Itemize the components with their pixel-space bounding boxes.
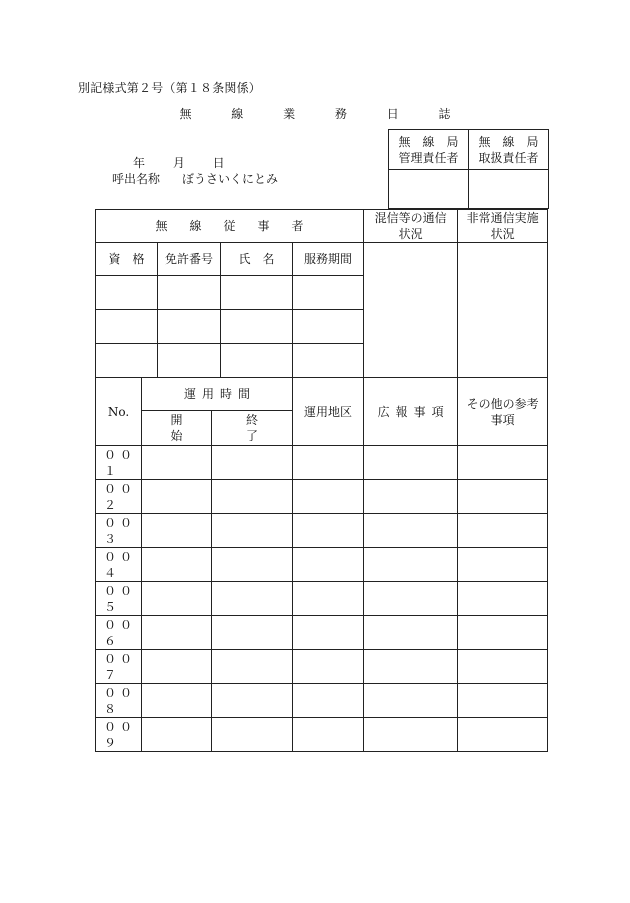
station-manager-sign-cell[interactable]	[389, 170, 469, 209]
operators-section-title: 無線従事者	[96, 210, 364, 243]
emergency-status-line1: 非常通信実施	[466, 211, 539, 225]
log-row	[96, 684, 548, 718]
log-other-cell[interactable]	[458, 718, 548, 752]
log-broadcast-cell[interactable]	[364, 446, 458, 480]
operator-license-cell[interactable]	[158, 276, 221, 310]
log-row-number: ００３	[96, 514, 142, 548]
interference-status-cell[interactable]	[364, 243, 458, 378]
col-operating-time: 運用時間	[142, 378, 293, 411]
log-row-number: ００４	[96, 548, 142, 582]
operator-license-cell[interactable]	[158, 344, 221, 378]
log-area-cell[interactable]	[293, 480, 364, 514]
log-other-cell[interactable]	[458, 650, 548, 684]
log-end-cell[interactable]	[212, 548, 293, 582]
operator-service-cell[interactable]	[293, 310, 364, 344]
log-end-cell[interactable]	[212, 718, 293, 752]
log-start-cell[interactable]	[142, 650, 212, 684]
log-start-cell[interactable]	[142, 718, 212, 752]
log-row-number: ００１	[96, 446, 142, 480]
log-row	[96, 582, 548, 616]
log-other-cell[interactable]	[458, 582, 548, 616]
handler-line2: 取扱責任者	[478, 150, 539, 165]
log-row	[96, 480, 548, 514]
operator-name-cell[interactable]	[221, 344, 293, 378]
manager-table	[388, 129, 549, 209]
log-row	[96, 514, 548, 548]
log-area-cell[interactable]	[293, 616, 364, 650]
log-area-cell[interactable]	[293, 446, 364, 480]
log-end-cell[interactable]	[212, 582, 293, 616]
callsign-label: 呼出名称	[112, 172, 161, 186]
col-start: 開始	[142, 411, 212, 446]
handler-sign-cell[interactable]	[469, 170, 549, 209]
callsign-value: ぼうさいくにとみ	[182, 172, 279, 186]
log-row	[96, 616, 548, 650]
log-area-cell[interactable]	[293, 548, 364, 582]
log-broadcast-cell[interactable]	[364, 650, 458, 684]
log-start-cell[interactable]	[142, 548, 212, 582]
log-table	[95, 209, 548, 752]
handler-line1: 無 線 局	[478, 134, 539, 149]
col-other-reference-line1: その他の参考	[466, 396, 539, 411]
station-manager-line1: 無 線 局	[398, 134, 459, 149]
log-end-cell[interactable]	[212, 446, 293, 480]
log-start-cell[interactable]	[142, 582, 212, 616]
log-area-cell[interactable]	[293, 718, 364, 752]
log-row	[96, 650, 548, 684]
log-row-number: ００５	[96, 582, 142, 616]
col-other-reference	[458, 378, 548, 446]
log-end-cell[interactable]	[212, 514, 293, 548]
log-row	[96, 718, 548, 752]
log-other-cell[interactable]	[458, 480, 548, 514]
log-broadcast-cell[interactable]	[364, 480, 458, 514]
col-no: No.	[96, 378, 142, 446]
log-other-cell[interactable]	[458, 684, 548, 718]
col-other-reference-line2: 事項	[490, 412, 515, 427]
log-start-cell[interactable]	[142, 514, 212, 548]
log-broadcast-cell[interactable]	[364, 548, 458, 582]
log-row-number: ００８	[96, 684, 142, 718]
log-row	[96, 548, 548, 582]
log-other-cell[interactable]	[458, 616, 548, 650]
log-broadcast-cell[interactable]	[364, 684, 458, 718]
col-service-period: 服務期間	[293, 243, 364, 276]
log-end-cell[interactable]	[212, 480, 293, 514]
log-end-cell[interactable]	[212, 650, 293, 684]
col-name: 氏名	[221, 243, 293, 276]
emergency-status-cell[interactable]	[458, 243, 548, 378]
log-area-cell[interactable]	[293, 582, 364, 616]
log-row-number: ００２	[96, 480, 142, 514]
col-qualification: 資格	[96, 243, 158, 276]
handler-header	[469, 130, 549, 170]
log-row	[96, 446, 548, 480]
log-area-cell[interactable]	[293, 684, 364, 718]
log-row-number: ００９	[96, 718, 142, 752]
log-broadcast-cell[interactable]	[364, 718, 458, 752]
operator-name-cell[interactable]	[221, 310, 293, 344]
log-start-cell[interactable]	[142, 480, 212, 514]
interference-status-line1: 混信等の通信	[374, 211, 447, 225]
col-license-number: 免許番号	[158, 243, 221, 276]
log-area-cell[interactable]	[293, 650, 364, 684]
log-other-cell[interactable]	[458, 548, 548, 582]
emergency-status-line2: 状況	[490, 227, 515, 241]
log-end-cell[interactable]	[212, 616, 293, 650]
log-start-cell[interactable]	[142, 616, 212, 650]
log-end-cell[interactable]	[212, 684, 293, 718]
document-title: 無 線 業 務 日 誌	[179, 107, 469, 121]
log-row-number: ００６	[96, 616, 142, 650]
date-label: 年 月 日	[133, 156, 225, 170]
operator-service-cell[interactable]	[293, 344, 364, 378]
operator-service-cell[interactable]	[293, 276, 364, 310]
col-operating-area: 運用地区	[293, 378, 364, 446]
log-broadcast-cell[interactable]	[364, 616, 458, 650]
log-broadcast-cell[interactable]	[364, 514, 458, 548]
emergency-status-header	[458, 210, 548, 243]
station-manager-header	[389, 130, 469, 170]
interference-status-header	[364, 210, 458, 243]
operator-qualification-cell[interactable]	[96, 344, 158, 378]
col-end: 終了	[212, 411, 293, 446]
operator-qualification-cell[interactable]	[96, 310, 158, 344]
log-row-number: ００７	[96, 650, 142, 684]
operator-license-cell[interactable]	[158, 310, 221, 344]
interference-status-line2: 状況	[398, 227, 423, 241]
station-manager-line2: 管理責任者	[398, 150, 459, 165]
log-other-cell[interactable]	[458, 514, 548, 548]
log-start-cell[interactable]	[142, 446, 212, 480]
operator-qualification-cell[interactable]	[96, 276, 158, 310]
log-other-cell[interactable]	[458, 446, 548, 480]
log-area-cell[interactable]	[293, 514, 364, 548]
log-start-cell[interactable]	[142, 684, 212, 718]
col-broadcast-items: 広報事項	[364, 378, 458, 446]
log-broadcast-cell[interactable]	[364, 582, 458, 616]
form-label: 別記様式第２号（第１８条関係）	[78, 81, 262, 95]
operator-name-cell[interactable]	[221, 276, 293, 310]
